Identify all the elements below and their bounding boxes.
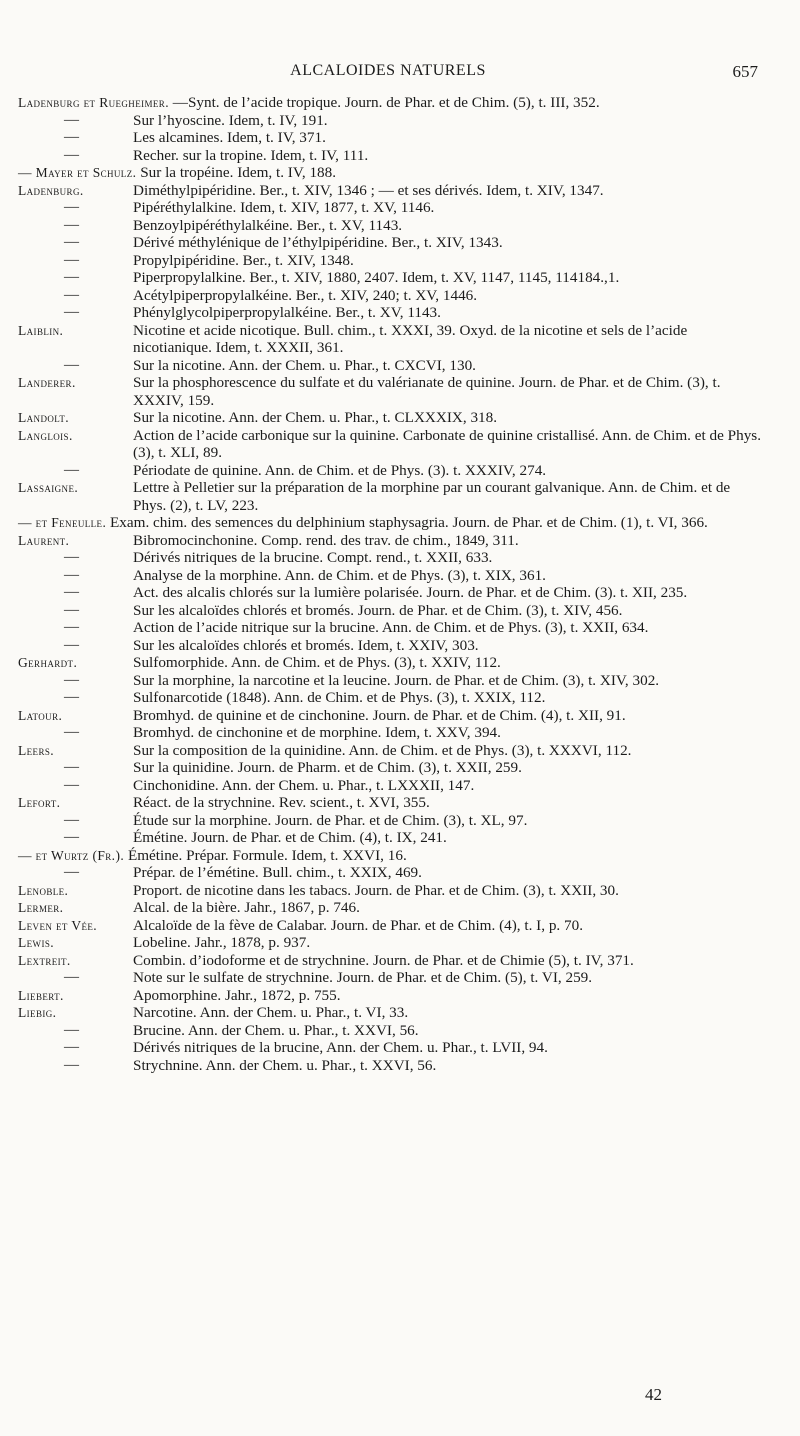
- author-name: Landerer.: [18, 375, 76, 390]
- bibliography-entry: [18, 619, 766, 637]
- ditto-dash: —: [64, 251, 80, 268]
- ditto-dash: —: [64, 199, 80, 215]
- ditto-dash: —: [64, 1021, 80, 1038]
- reference-text: Périodate de quinine. Ann. de Chim. et de Phys. (3). t. XXXIV, 274.: [133, 461, 547, 479]
- reference-text: Act. des alcalis chlorés sur la lumière polarisée. Journ. de Phar. et de Chim. (3). t. XII, 235.: [133, 584, 688, 601]
- bibliography-entry: [18, 479, 766, 514]
- reference-text: Alcaloïde de la fève de Calabar. Journ. de Phar. et de Chim. (4), t. I, p. 70.: [133, 916, 584, 934]
- bibliography-entry: [18, 899, 766, 917]
- bibliography-entry: [18, 164, 766, 182]
- author-name: Latour.: [18, 707, 63, 723]
- reference-text: Propylpipéridine. Ber., t. XIV, 1348.: [133, 251, 354, 269]
- reference-text: Sur la morphine, la narcotine et la leucine. Journ. de Phar. et de Chim. (3), t. XIV, 302.: [133, 671, 660, 689]
- reference-text: Sur la composition de la quinidine. Ann. de Chim. et de Phys. (3), t. XXXVI, 112.: [133, 741, 632, 759]
- ditto-dash: —: [64, 461, 80, 478]
- reference-text: Narcotine. Ann. der Chem. u. Phar., t. VI, 33.: [133, 1004, 409, 1021]
- reference-text: Sur l’hyoscine. Idem, t. IV, 191.: [133, 111, 328, 129]
- reference-text: Diméthylpipéridine. Ber., t. XIV, 1346 ; — et ses dérivés. Idem, t. XIV, 1347.: [133, 181, 604, 199]
- reference-text: Dérivé méthylénique de l’éthylpipéridine. Ber., t. XIV, 1343.: [133, 234, 503, 251]
- ditto-dash: —: [64, 864, 80, 880]
- reference-text: Lobeline. Jahr., 1878, p. 937.: [133, 934, 311, 951]
- author-name: Leven et Vée.: [18, 917, 98, 933]
- author-name: Laurent.: [18, 532, 70, 548]
- bibliography-entry: [18, 199, 766, 217]
- bibliography-entry: [18, 147, 766, 165]
- author-name: Laiblin.: [18, 322, 64, 338]
- author-name: — Mayer et Schulz.: [18, 165, 137, 180]
- bibliography-entry: [18, 532, 766, 550]
- bibliography-entry: [18, 864, 766, 882]
- bibliography-entry: [18, 637, 766, 655]
- bibliography-entry: [18, 304, 766, 322]
- bibliography-entry: [18, 829, 766, 847]
- reference-text: Piperpropylalkine. Ber., t. XIV, 1880, 2407. Idem, t. XV, 1147, 1145, 114184.,1.: [133, 269, 620, 286]
- bibliography-entry: [18, 952, 766, 970]
- bibliography-entry: [18, 252, 766, 270]
- bibliography-entry: [18, 182, 766, 200]
- author-name: Lextreit.: [18, 952, 71, 968]
- reference-text: Sur la nicotine. Ann. der Chem. u. Phar., t. CXCVI, 130.: [133, 356, 476, 374]
- reference-text: Analyse de la morphine. Ann. de Chim. et de Phys. (3), t. XIX, 361.: [133, 566, 546, 584]
- ditto-dash: —: [64, 811, 80, 828]
- bibliography-entry: [18, 112, 766, 130]
- bibliography-entry: [18, 584, 766, 602]
- ditto-dash: —: [64, 969, 80, 985]
- ditto-dash: —: [64, 671, 80, 688]
- reference-text: Recher. sur la tropine. Idem, t. IV, 111.: [133, 146, 369, 164]
- bibliography-entry: [18, 357, 766, 375]
- page-number: 657: [732, 62, 758, 81]
- reference-text: Sur la nicotine. Ann. der Chem. u. Phar., t. CLXXXIX, 318.: [133, 409, 498, 426]
- bibliography-entry: [18, 514, 766, 532]
- reference-text: Exam. chim. des semences du delphinium staphysagria. Journ. de Phar. et de Chim. (1), t. VI, 366.: [110, 514, 708, 531]
- ditto-dash: —: [64, 111, 80, 128]
- bibliography-entry: [18, 1022, 766, 1040]
- author-name: — et Feneulle.: [18, 515, 107, 530]
- reference-text: Les alcamines. Idem, t. IV, 371.: [133, 129, 326, 146]
- reference-text: Sur la quinidine. Journ. de Pharm. et de Chim. (3), t. XXII, 259.: [133, 759, 522, 776]
- bibliography-entry: [18, 794, 766, 812]
- ditto-dash: —: [64, 584, 80, 600]
- bibliography-entry: [18, 707, 766, 725]
- ditto-dash: —: [64, 1039, 80, 1055]
- reference-text: Sur les alcaloïdes chlorés et bromés. Idem, t. XXIV, 303.: [133, 636, 479, 654]
- reference-text: Brucine. Ann. der Chem. u. Phar., t. XXVI, 56.: [133, 1021, 419, 1039]
- bibliography-entry: [18, 812, 766, 830]
- bibliography-entry: [18, 567, 766, 585]
- author-name: Lermer.: [18, 900, 64, 915]
- bibliography-entry: [18, 724, 766, 742]
- reference-text: Dérivés nitriques de la brucine. Compt. rend., t. XXII, 633.: [133, 549, 493, 566]
- ditto-dash: —: [64, 356, 80, 373]
- reference-text: Prépar. de l’émétine. Bull. chim., t. XXIX, 469.: [133, 864, 422, 881]
- reference-text: Note sur le sulfate de strychnine. Journ. de Phar. et de Chim. (5), t. VI, 259.: [133, 969, 593, 986]
- ditto-dash: —: [64, 269, 80, 285]
- bibliography-entry: [18, 94, 766, 112]
- ditto-dash: —: [64, 234, 80, 250]
- ditto-dash: —: [64, 566, 80, 583]
- bibliography-entry: [18, 689, 766, 707]
- reference-text: Proport. de nicotine dans les tabacs. Journ. de Phar. et de Chim. (3), t. XXII, 30.: [133, 881, 619, 899]
- reference-text: —Synt. de l’acide tropique. Journ. de Phar. et de Chim. (5), t. III, 352.: [172, 94, 600, 111]
- reference-text: Dérivés nitriques de la brucine, Ann. der Chem. u. Phar., t. LVII, 94.: [133, 1039, 548, 1056]
- ditto-dash: —: [64, 829, 80, 845]
- reference-text: Acétylpiperpropylalkéine. Ber., t. XIV, 240; t. XV, 1446.: [133, 286, 478, 304]
- reference-text: Apomorphine. Jahr., 1872, p. 755.: [133, 986, 341, 1004]
- author-name: — et Wurtz (Fr.).: [18, 847, 125, 863]
- bibliography-entry: [18, 934, 766, 952]
- reference-text: Strychnine. Ann. der Chem. u. Phar., t. XXVI, 56.: [133, 1056, 437, 1074]
- bibliography-entry: [18, 1004, 766, 1022]
- reference-text: Bibromocinchonine. Comp. rend. des trav. de chim., 1849, 311.: [133, 531, 519, 549]
- author-name: Langlois.: [18, 427, 73, 443]
- bibliography-entry: [18, 374, 766, 409]
- reference-text: Sur les alcaloïdes chlorés et bromés. Journ. de Phar. et de Chim. (3), t. XIV, 456.: [133, 601, 623, 619]
- bibliography-entry: [18, 129, 766, 147]
- bibliography-entry: [18, 987, 766, 1005]
- author-name: Liebert.: [18, 987, 64, 1003]
- reference-text: Phénylglycolpiperpropylalkéine. Ber., t. XV, 1143.: [133, 304, 441, 321]
- bibliography-entry: [18, 847, 766, 865]
- reference-text: Sur la tropéine. Idem, t. IV, 188.: [140, 164, 337, 181]
- ditto-dash: —: [64, 601, 80, 618]
- reference-text: Bromhyd. de quinine et de cinchonine. Journ. de Phar. et de Chim. (4), t. XII, 91.: [133, 706, 626, 724]
- reference-text: Alcal. de la bière. Jahr., 1867, p. 746.: [133, 899, 360, 916]
- bibliography-entry: [18, 742, 766, 760]
- bibliography-entry: [18, 602, 766, 620]
- reference-text: Combin. d’iodoforme et de strychnine. Journ. de Phar. et de Chimie (5), t. IV, 371.: [133, 951, 634, 969]
- reference-text: Sulfonarcotide (1848). Ann. de Chim. et de Phys. (3), t. XXIX, 112.: [133, 689, 546, 706]
- bibliography-entry: [18, 1039, 766, 1057]
- reference-text: Émétine. Prépar. Formule. Idem, t. XXVI, 16.: [127, 846, 407, 864]
- reference-text: Lettre à Pelletier sur la préparation de la morphine par un courant galvanique. Ann. de Chim. et de Phys. (2), t. LV, 223.: [133, 479, 731, 514]
- bibliography-entry: [18, 549, 766, 567]
- bibliography-entry: [18, 462, 766, 480]
- page-title: ALCALOIDES NATURELS: [290, 62, 486, 79]
- ditto-dash: —: [64, 216, 80, 233]
- reference-text: Cinchonidine. Ann. der Chem. u. Phar., t. LXXXII, 147.: [133, 776, 475, 794]
- bibliography-entry: [18, 217, 766, 235]
- ditto-dash: —: [64, 689, 80, 705]
- running-header: [18, 62, 758, 84]
- reference-text: Sur la phosphorescence du sulfate et du valérianate de quinine. Journ. de Phar. et de Chim. (3), t. XXXIV, 159.: [133, 374, 721, 409]
- ditto-dash: —: [64, 619, 80, 635]
- bibliography-entry: [18, 882, 766, 900]
- bibliography-entry: [18, 759, 766, 777]
- author-name: Lenoble.: [18, 882, 69, 898]
- bibliography-entry: [18, 654, 766, 672]
- reference-text: Bromhyd. de cinchonine et de morphine. Idem, t. XXV, 394.: [133, 724, 501, 741]
- bibliography-entry: [18, 269, 766, 287]
- author-name: Leers.: [18, 742, 55, 758]
- author-name: Landolt.: [18, 410, 69, 425]
- bibliography-list: [18, 94, 766, 1074]
- reference-text: Pipéréthylalkine. Idem, t. XIV, 1877, t. XV, 1146.: [133, 199, 435, 216]
- reference-text: Sulfomorphide. Ann. de Chim. et de Phys. (3), t. XXIV, 112.: [133, 654, 501, 671]
- reference-text: Action de l’acide nitrique sur la brucine. Ann. de Chim. et de Phys. (3), t. XXII, 634.: [133, 619, 649, 636]
- bibliography-entry: [18, 672, 766, 690]
- ditto-dash: —: [64, 724, 80, 740]
- ditto-dash: —: [64, 286, 80, 303]
- author-name: Lassaigne.: [18, 480, 79, 495]
- ditto-dash: —: [64, 1056, 80, 1073]
- bibliography-entry: [18, 1057, 766, 1075]
- author-name: Gerhardt.: [18, 655, 78, 670]
- ditto-dash: —: [64, 129, 80, 145]
- reference-text: Action de l’acide carbonique sur la quinine. Carbonate de quinine cristallisé. Ann. de Chim. et de Phys. (3), t. XLI, 89.: [133, 426, 762, 461]
- reference-text: Benzoylpipéréthylalkéine. Ber., t. XV, 1143.: [133, 216, 403, 234]
- author-name: Lewis.: [18, 935, 55, 950]
- author-name: Ladenburg.: [18, 182, 84, 198]
- bibliography-entry: [18, 969, 766, 987]
- ditto-dash: —: [64, 759, 80, 775]
- reference-text: Émétine. Journ. de Phar. et de Chim. (4), t. IX, 241.: [133, 829, 447, 846]
- bibliography-entry: [18, 777, 766, 795]
- bibliography-entry: [18, 322, 766, 357]
- reference-text: Réact. de la strychnine. Rev. scient., t. XVI, 355.: [133, 794, 430, 811]
- author-name: Ladenburg et Ruegheimer.: [18, 95, 169, 110]
- reference-text: Étude sur la morphine. Journ. de Phar. et de Chim. (3), t. XL, 97.: [133, 811, 528, 829]
- author-name: Liebig.: [18, 1005, 57, 1020]
- bibliography-entry: [18, 409, 766, 427]
- author-name: Lefort.: [18, 795, 61, 810]
- bibliography-entry: [18, 917, 766, 935]
- bibliography-entry: [18, 287, 766, 305]
- bibliography-entry: [18, 427, 766, 462]
- signature-mark: 42: [645, 1385, 662, 1404]
- bibliography-entry: [18, 234, 766, 252]
- ditto-dash: —: [64, 304, 80, 320]
- reference-text: Nicotine et acide nicotique. Bull. chim., t. XXXI, 39. Oxyd. de la nicotine et sels de l’acide nicotianique. Idem, t. XXXII, 361.: [133, 321, 688, 356]
- ditto-dash: —: [64, 146, 80, 163]
- ditto-dash: —: [64, 776, 80, 793]
- ditto-dash: —: [64, 636, 80, 653]
- ditto-dash: —: [64, 549, 80, 565]
